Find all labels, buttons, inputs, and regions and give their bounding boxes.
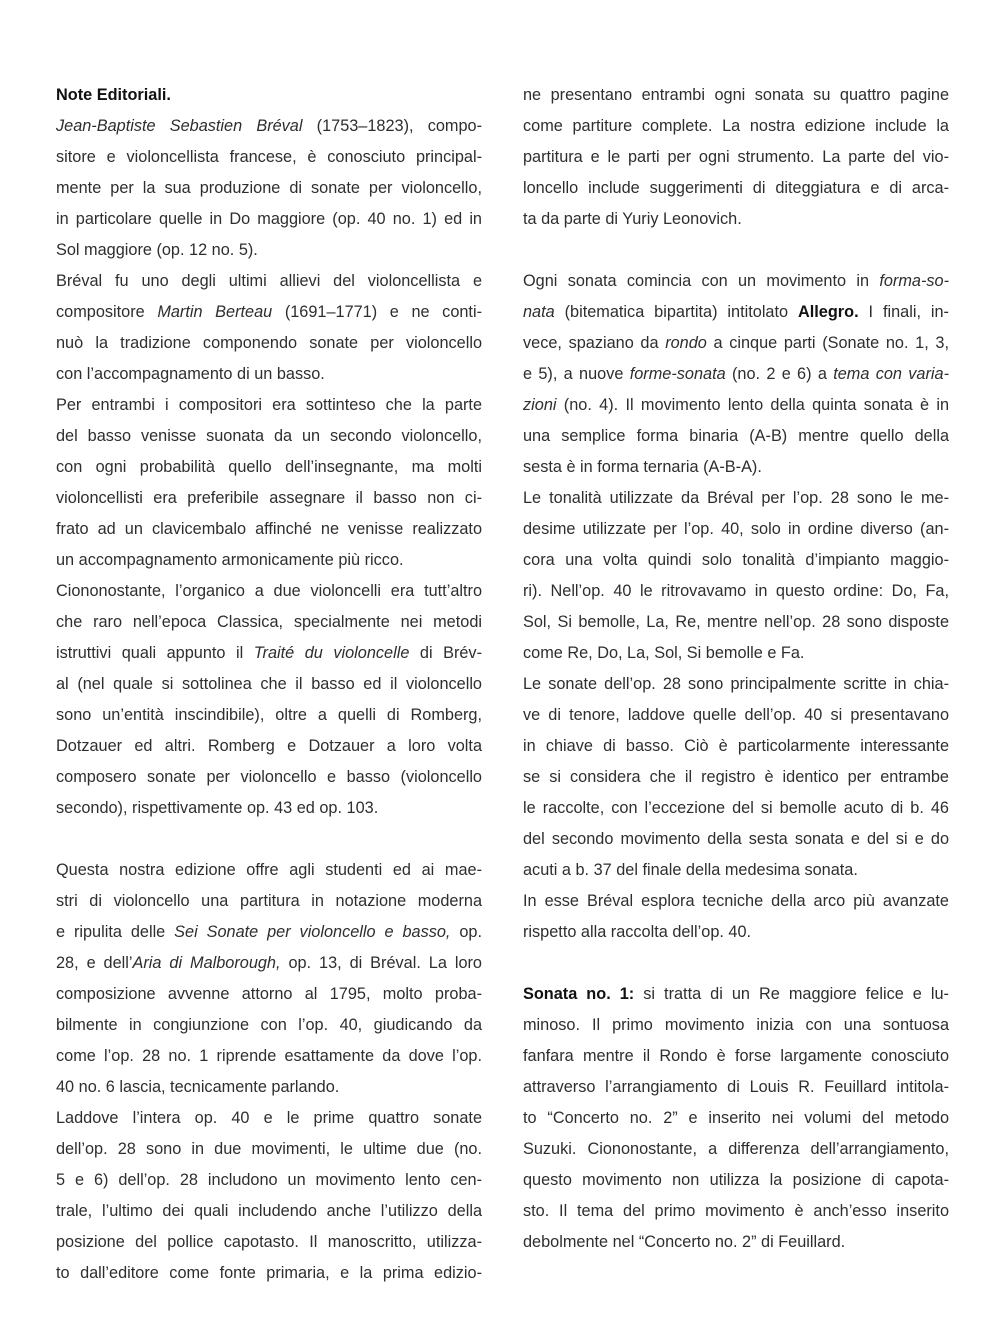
italic-text: rondo [665,334,707,352]
text-line [56,359,482,390]
text-run: attraverso l’arrangiamento di Louis R. Feuillard intitola- [523,1078,949,1096]
text-run: partitura e le parti per ogni strumento. La parte del vio- [523,148,949,166]
text-run: nuò la tradizione componendo sonate per violoncello [56,334,482,352]
text-line [56,731,482,762]
text-line [523,855,949,886]
text-line [523,452,949,483]
text-run: frato ad un clavicembalo affinché ne venisse realizzato [56,520,482,538]
text-line [56,173,482,204]
section-title: Note Editoriali. [56,86,171,104]
text-line [523,359,949,390]
left-column [56,80,482,1289]
text-run: acuti a b. 37 del finale della medesima sonata. [523,861,858,879]
italic-text: zioni [523,396,557,414]
italic-text: forme-sonata [629,365,726,383]
text-line [523,1165,949,1196]
text-line [56,1196,482,1227]
text-run: Per entrambi i compositori era sottinteso che la parte [56,396,482,414]
text-line [56,483,482,514]
text-line [523,576,949,607]
text-line [56,700,482,731]
text-line [523,421,949,452]
text-run: stri di violoncello una partitura in notazione moderna [56,892,482,910]
paragraph-p8 [523,266,949,483]
text-run: e 5), a nuove [523,365,630,383]
text-line [56,111,482,142]
text-run: sesta è in forma ternaria (A-B-A). [523,458,762,476]
text-run: se si considera che il registro è identico per entrambe [523,768,949,786]
italic-text: Traité du violoncelle [253,644,410,662]
text-line [56,669,482,700]
text-line [56,235,482,266]
text-run: ta da parte di Yuriy Leonovich. [523,210,742,228]
text-run: (no. 2 e 6) a [725,365,834,383]
text-line [523,266,949,297]
text-line [56,204,482,235]
text-run: ve di tenore, laddove quelle dell’op. 40 si presentavano [523,706,949,724]
text-line [56,514,482,545]
paragraph-p7 [523,80,949,235]
text-line [56,1258,482,1289]
text-line [523,793,949,824]
text-line [56,793,482,824]
text-line [56,917,482,948]
text-run: in particolare quelle in Do maggiore (op. 40 no. 1) ed in [56,210,482,228]
text-run: 5 e 6) dell’op. 28 includono un movimento lento cen- [56,1171,482,1189]
text-line [56,979,482,1010]
text-run: Le tonalità utilizzate da Bréval per l’op. 28 sono le me- [523,489,949,507]
text-line [56,607,482,638]
text-run: a cinque parti (Sonate no. 1, 3, [706,334,949,352]
text-run: Laddove l’intera op. 40 e le prime quattro sonate [56,1109,482,1127]
text-line [56,948,482,979]
text-line [523,111,949,142]
text-run: rispetto alla raccolta dell’op. 40. [523,923,752,941]
text-run: composero sonate per violoncello e basso (violoncello [56,768,482,786]
text-run: (no. 4). Il movimento lento della quinta sonata è in [556,396,949,414]
italic-text: nata [523,303,555,321]
text-run: ne presentano entrambi ogni sonata su quattro pagine [523,86,949,104]
italic-text: Aria di Malborough, [132,954,281,972]
text-run: vece, spaziano da [523,334,666,352]
text-run: to “Concerto no. 2” e inserito nei volumi del metodo [523,1109,949,1127]
text-run: 28, e dell’ [56,954,133,972]
text-line [523,204,949,235]
text-run: sto. Il tema del primo movimento è anch’esso inserito [523,1202,949,1220]
text-line [56,762,482,793]
text-line [523,824,949,855]
text-line [56,855,482,886]
text-line [56,886,482,917]
text-line [56,1134,482,1165]
text-run: le raccolte, con l’eccezione del si bemolle acuto di b. 46 [523,799,949,817]
text-run: di Brév- [409,644,482,662]
text-run: che raro nell’epoca Classica, specialmente nei metodi [56,613,482,631]
text-line [56,1165,482,1196]
paragraph-p3 [56,390,482,576]
text-run: composizione avvenne attorno al 1795, molto proba- [56,985,482,1003]
text-line [523,1227,949,1258]
text-run: 40 no. 6 lascia, tecnicamente parlando. [56,1078,340,1096]
text-run: con ogni probabilità quello dell’insegnante, ma molti [56,458,482,476]
left-paragraphs [56,111,482,1289]
text-line [523,545,949,576]
italic-text: forma-so- [879,272,949,290]
text-line [56,266,482,297]
bold-text: Allegro. [797,303,859,321]
text-run: sitore e violoncellista francese, è conosciuto principal- [56,148,482,166]
text-line [523,80,949,111]
paragraph-p10 [523,669,949,886]
text-run: con l’accompagnamento di un basso. [56,365,325,383]
text-run: sono un’entità inscindibile), oltre a quelli di Romberg, [56,706,482,724]
text-line [56,1227,482,1258]
text-line [56,297,482,328]
text-line [523,917,949,948]
text-run: Bréval fu uno degli ultimi allievi del violoncellista e [56,272,482,290]
text-run: to dall’editore come fonte primaria, e la prima edizio- [56,1264,482,1282]
paragraph-p4 [56,576,482,824]
text-run: Dotzauer ed altri. Romberg e Dotzauer a loro volta [56,737,482,755]
text-line [523,328,949,359]
text-line [523,731,949,762]
text-line [56,545,482,576]
text-line [523,1134,949,1165]
text-line [56,1103,482,1134]
text-line [523,1072,949,1103]
text-run: desime utilizzate per l’op. 40, solo in ordine diverso (an- [523,520,949,538]
text-run: Ciononostante, l’organico a due violoncelli era tutt’altro [56,582,482,600]
text-line [523,979,949,1010]
text-line [56,1072,482,1103]
text-line [523,142,949,173]
text-run: del basso venisse suonata da un secondo violoncello, [56,427,482,445]
text-run: come Re, Do, La, Sol, Si bemolle e Fa. [523,644,805,662]
text-line [523,173,949,204]
text-line [523,483,949,514]
paragraph-p2 [56,266,482,390]
text-run: (bitematica bipartita) intitolato [554,303,798,321]
text-line [56,421,482,452]
text-line [56,142,482,173]
text-run: mente per la sua produzione di sonate per violoncello, [56,179,482,197]
paragraph-p9 [523,483,949,669]
text-line [523,390,949,421]
text-run: Le sonate dell’op. 28 sono principalmente scritte in chia- [523,675,949,693]
text-line [56,576,482,607]
italic-text: Martin Berteau [157,303,273,321]
text-run: Sol, Si bemolle, La, Re, mentre nell’op. 28 sono disposte [523,613,949,631]
text-line [56,328,482,359]
text-run: I finali, in- [858,303,949,321]
italic-text: tema con varia- [833,365,949,383]
text-line [56,452,482,483]
text-run: minoso. Il primo movimento inizia con una sontuosa [523,1016,949,1034]
text-line [523,607,949,638]
text-run: Questa nostra edizione offre agli studenti ed ai mae- [56,861,482,879]
text-run: si tratta di un Re maggiore felice e lu- [634,985,949,1003]
text-run: loncello include suggerimenti di diteggiatura e di arca- [523,179,949,197]
text-line [523,762,949,793]
text-run: come l’op. 28 no. 1 riprende esattamente da dove l’op. [56,1047,482,1065]
italic-text: Jean-Baptiste Sebastien Bréval [56,117,303,135]
text-line [56,1041,482,1072]
text-line [56,638,482,669]
text-run: debolmente nel “Concerto no. 2” di Feuillard. [523,1233,846,1251]
text-line [56,1010,482,1041]
text-run: secondo), rispettivamente op. 43 ed op. 103. [56,799,379,817]
text-run: (1753–1823), compo- [302,117,482,135]
text-run: una semplice forma binaria (A-B) mentre quello della [523,427,949,445]
paragraph-p12 [523,979,949,1258]
text-run: questo movimento non utilizza la posizione di capota- [523,1171,949,1189]
text-run: Suzuki. Ciononostante, a differenza dell’arrangiamento, [523,1140,949,1158]
right-column [523,80,949,1258]
text-run: violoncellisti era preferibile assegnare il basso non ci- [56,489,482,507]
text-run: ri). Nell’op. 40 le ritrovavamo in questo ordine: Do, Fa, [523,582,949,600]
text-run: fanfara mentre il Rondo è forse largamente conosciuto [523,1047,949,1065]
text-line [523,669,949,700]
text-line [56,390,482,421]
text-run: e ripulita delle [56,923,175,941]
text-line [523,1041,949,1072]
text-run: come partiture complete. La nostra edizione include la [523,117,949,135]
text-run: cora una volta quindi solo tonalità d’impianto maggio- [523,551,949,569]
paragraph-p1 [56,111,482,266]
text-run: Sol maggiore (op. 12 no. 5). [56,241,258,259]
text-run: (1691–1771) e ne conti- [272,303,482,321]
text-run: al (nel quale si sottolinea che il basso ed il violoncello [56,675,482,693]
bold-text: Sonata no. 1: [523,985,635,1003]
text-run: Ogni sonata comincia con un movimento in [523,272,880,290]
italic-text: Sei Sonate per violoncello e basso, [174,923,451,941]
text-line [523,638,949,669]
paragraph-p6 [56,1103,482,1289]
text-run: op. 13, di Bréval. La loro [280,954,482,972]
text-line [523,886,949,917]
text-run: bilmente in congiunzione con l’op. 40, giudicando da [56,1016,482,1034]
text-line [523,297,949,328]
text-run: un accompagnamento armonicamente più ricco. [56,551,404,569]
text-line [523,1196,949,1227]
text-run: in chiave di basso. Ciò è particolarmente interessante [523,737,949,755]
paragraph-p5 [56,855,482,1103]
text-run: compositore [56,303,158,321]
text-line [523,1103,949,1134]
text-run: istruttivi quali appunto il [56,644,254,662]
text-run: In esse Bréval esplora tecniche della arco più avanzate [523,892,949,910]
text-run: op. [450,923,482,941]
text-run: trale, l’ultimo dei quali includendo anche l’utilizzo della [56,1202,482,1220]
text-line [523,1010,949,1041]
text-run: del secondo movimento della sesta sonata e del si e do [523,830,949,848]
right-paragraphs [523,80,949,1258]
paragraph-p11 [523,886,949,948]
text-run: posizione del pollice capotasto. Il manoscritto, utilizza- [56,1233,482,1251]
text-line [523,514,949,545]
text-line [523,700,949,731]
text-run: dell’op. 28 sono in due movimenti, le ultime due (no. [56,1140,482,1158]
